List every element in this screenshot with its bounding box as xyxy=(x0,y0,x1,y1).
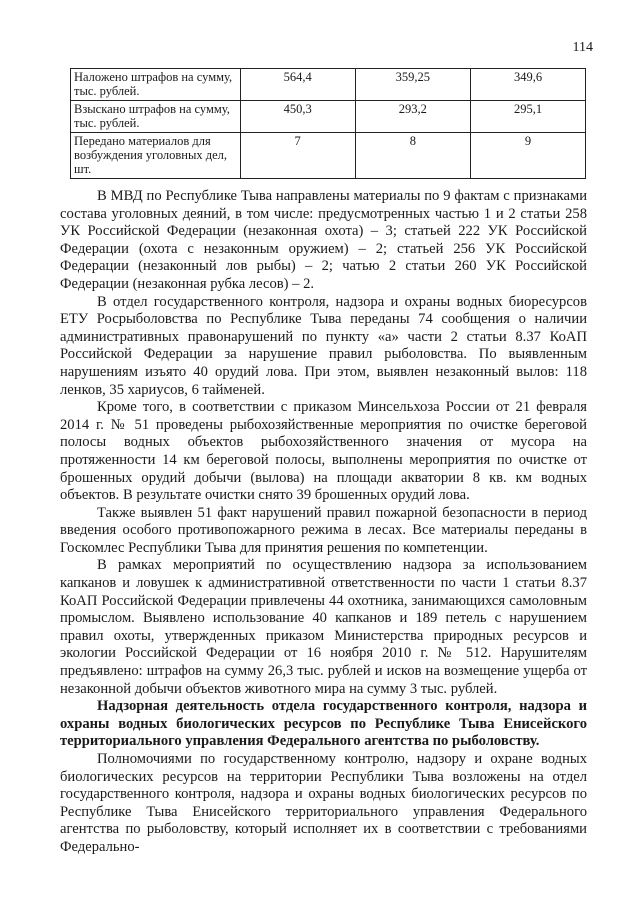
table-cell: 9 xyxy=(471,133,586,179)
row-label: Передано материалов для возбуждения уголовных дел, шт. xyxy=(71,133,241,179)
table-cell: 295,1 xyxy=(471,101,586,133)
paragraph-shore-cleanup: Кроме того, в соответствии с приказом Минсельхоза России от 21 февраля 2014 г. № 51 проведены рыбохозяйственные мероприятия по очистке береговой полосы водных объектов рыбохозяйственного значения от мусора на протяженности 14 км береговой полосы, выполнены мероприятия по очистке от брошенных орудий добычи (вылова) на площади акватории 8 кв. км водных объектов. В результате очистки снято 39 брошенных орудий лова. xyxy=(60,399,587,504)
table-cell: 564,4 xyxy=(240,69,355,101)
table-cell: 450,3 xyxy=(240,101,355,133)
table-row xyxy=(71,69,586,101)
row-label: Наложено штрафов на сумму, тыс. рублей. xyxy=(71,69,241,101)
section-heading: Надзорная деятельность отдела государственного контроля, надзора и охраны водных биологических ресурсов по Республике Тыва Енисейского территориального управления Федерального агентства по рыболовству. xyxy=(60,698,587,750)
paragraph-mvd-materials: В МВД по Республике Тыва направлены материалы по 9 фактам с признаками состава уголовных деяний, в том числе: предусмотренных частью 1 и 2 статьи 258 УК Российской Федерации (незаконная охота) – 3; статьей 222 УК Российской Федерации (охота с незаконным оружием) – 2; статьей 256 УК Российской Федерации (незаконный лов рыбы) – 2; чатью 2 статьи 260 УК Российской Федерации (незаконная рубка лесов) – 2. xyxy=(60,188,587,292)
document-body xyxy=(60,188,587,857)
statistics-table xyxy=(70,68,586,179)
table-cell: 349,6 xyxy=(471,69,586,101)
row-label: Взыскано штрафов на сумму, тыс. рублей. xyxy=(71,101,241,133)
table-cell: 7 xyxy=(240,133,355,179)
paragraph-fishery-reports: В отдел государственного контроля, надзора и охраны водных биоресурсов ЕТУ Росрыболовства по Республике Тыва переданы 74 сообщения о наличии административных правонарушений по пункту «а» части 2 статьи 8.37 КоАП Российской Федерации за нарушение правил рыболовства. По выявленным нарушениям изъято 40 орудий лова. При этом, выявлен незаконный вылов: 118 ленков, 35 хариусов, 6 таймeней. xyxy=(60,293,587,398)
table-row xyxy=(71,101,586,133)
paragraph-traps-supervision: В рамках мероприятий по осуществлению надзора за использованием капканов и ловушек к административной ответственности по части 1 статьи 8.37 КоАП Российской Федерации привлечены 44 охотника, занимающихся самоловным промыслом. Выявлено использование 40 капканов и 189 петель с нарушением правил охоты, утвержденных приказом Министерства природных ресурсов и экологии Российской Федерации от 16 ноября 2010 г. № 512. Нарушителям предъявлено: штрафов на сумму 26,3 тыс. рублей и исков на возмещение ущерба от незаконной добычи объектов животного мира на сумму 3 тыс. рублей. xyxy=(60,557,587,697)
paragraph-fire-safety: Также выявлен 51 факт нарушений правил пожарной безопасности в период введения особого противопожарного режима в лесах. Все материалы переданы в Госкомлес Республики Тыва для принятия решения по компетенции. xyxy=(60,504,587,556)
paragraph-powers: Полномочиями по государственному контролю, надзору и охране водных биологических ресурсов на территории Республики Тыва возложены на отдел государственного контроля, надзора и охраны водных биологических ресурсов по Республике Тыва Енисейского территориального управления Федерального агентства по рыболовству, который исполняет их в соответствии с требованиями Федерально- xyxy=(60,751,587,855)
page-number: 114 xyxy=(572,40,593,55)
table-cell: 8 xyxy=(355,133,470,179)
table-cell: 293,2 xyxy=(355,101,470,133)
table-row xyxy=(71,133,586,179)
table-cell: 359,25 xyxy=(355,69,470,101)
